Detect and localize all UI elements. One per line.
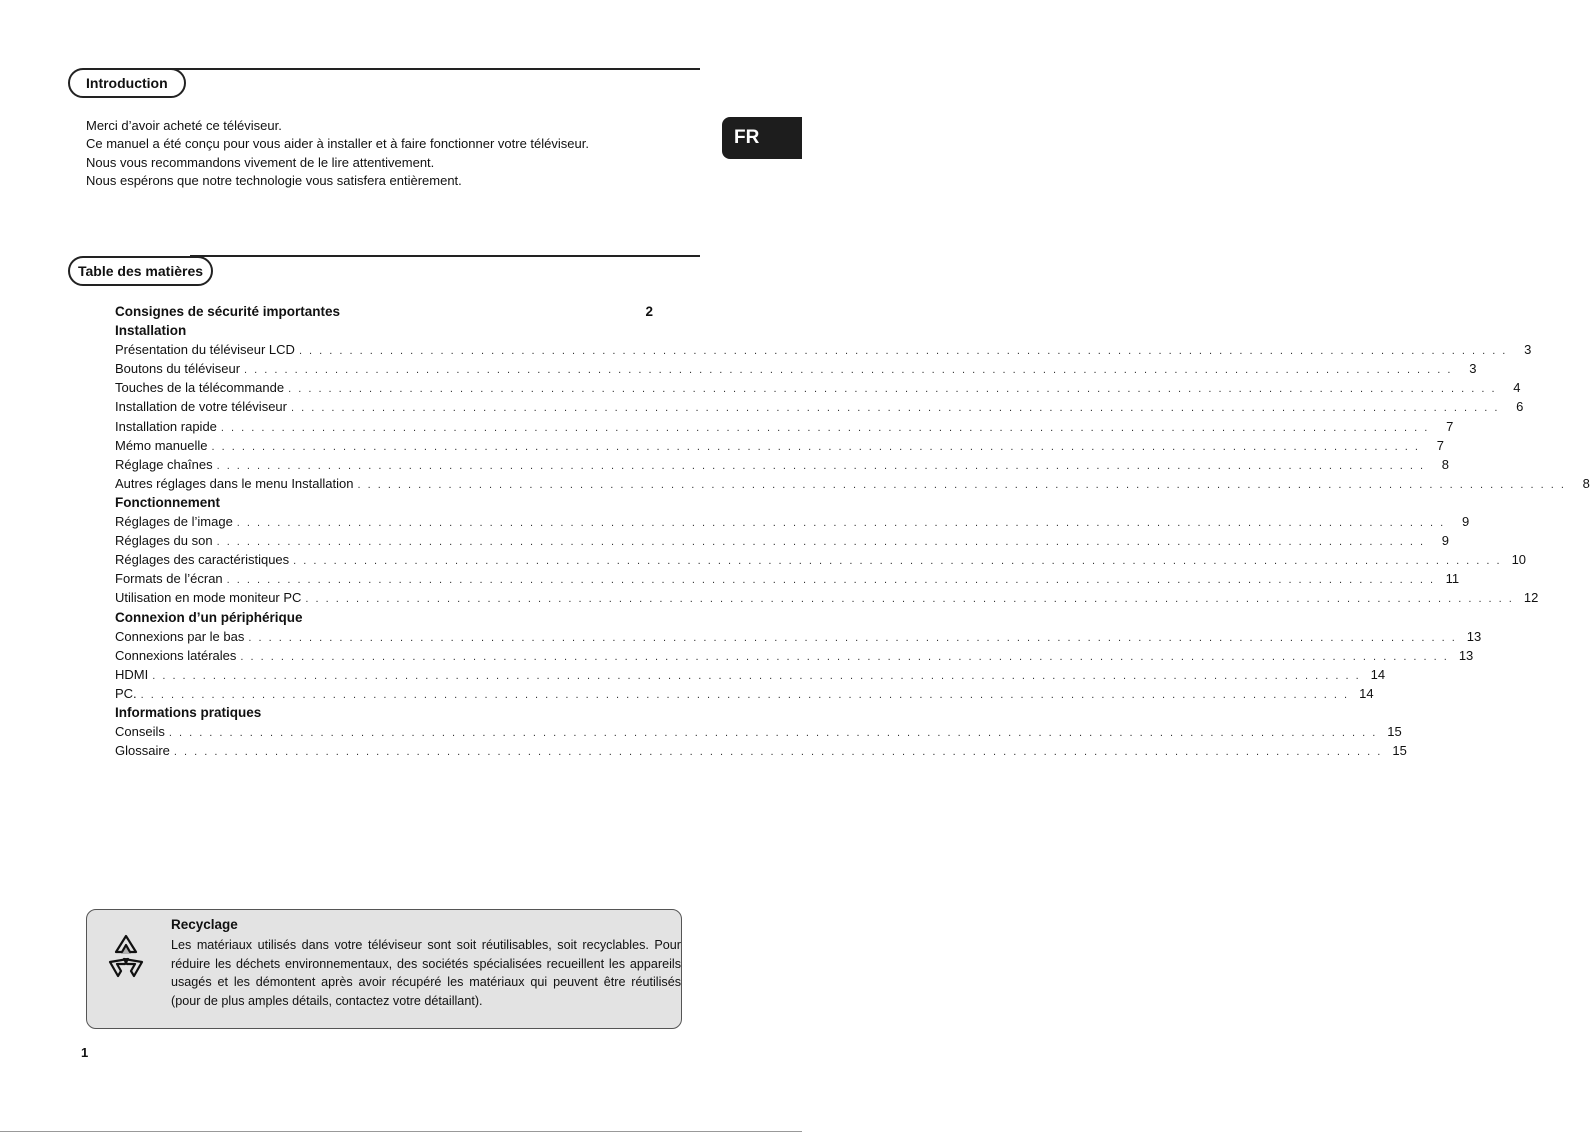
toc-section-heading: [115, 304, 655, 323]
toc-entry-label: HDMI: [115, 666, 149, 682]
toc-entry: [115, 361, 1477, 380]
introduction-rule: [150, 68, 700, 70]
toc-entry-label: Installation de votre téléviseur: [115, 399, 287, 415]
toc-entry-label: Réglages de l’image: [115, 514, 233, 530]
toc-page-number: 8: [1441, 456, 1449, 472]
toc-page-number: 2: [645, 304, 653, 319]
toc-entry: [115, 666, 1386, 686]
toc-entry-label: Réglage chaînes: [115, 456, 213, 472]
recycle-icon: [102, 932, 150, 980]
toc-entry: [115, 552, 1527, 571]
toc-leader-dots: . . . . . . . . . . . . . . . . . . . . . . . . . . . . . . . . . . . . . . . . . . . . . . . . . . . . . . . . . . . . . . . . . . . . . . . . . . . . . . . . . . . . . . . . . . . . . . . . . . . . . . . . . . . . . . . . . . . . . . . .: [240, 650, 1449, 663]
toc-page-number: 14: [1370, 666, 1386, 682]
toc-leader-dots: . . . . . . . . . . . . . . . . . . . . . . . . . . . . . . . . . . . . . . . . . . . . . . . . . . . . . . . . . . . . . . . . . . . . . . . . . . . . . . . . . . . . . . . . . . . . . . . . . . . . . . . . . . . . . . . . . . . . . . . .: [288, 383, 1497, 396]
toc-entry: [115, 418, 1454, 438]
toc-leader-dots: . . . . . . . . . . . . . . . . . . . . . . . . . . . . . . . . . . . . . . . . . . . . . . . . . . . . . . . . . . . . . . . . . . . . . . . . . . . . . . . . . . . . . . . . . . . . . . . . . . . . . . . . . . . . . . . . . . . . . . . .: [220, 421, 1430, 434]
toc-entry: [115, 475, 1590, 495]
toc-entry: [115, 342, 1532, 361]
toc-page-number: 10: [1511, 552, 1527, 568]
toc-rule: [190, 255, 700, 257]
toc-entry: [115, 456, 1449, 476]
toc-entry-label: Utilisation en mode moniteur PC: [115, 590, 302, 606]
page-number: 1: [81, 1045, 89, 1060]
intro-line: Merci d’avoir acheté ce téléviseur.: [86, 118, 282, 133]
toc-page-number: 6: [1516, 399, 1524, 415]
toc-entry-label: Mémo manuelle: [115, 437, 208, 453]
toc-leader-dots: . . . . . . . . . . . . . . . . . . . . . . . . . . . . . . . . . . . . . . . . . . . . . . . . . . . . . . . . . . . . . . . . . . . . . . . . . . . . . . . . . . . . . . . . . . . . . . . . . . . . . . . . . . . . . . . . . . . . . . . .: [305, 593, 1514, 606]
toc-page-number: 4: [1513, 380, 1521, 396]
toc-leader-dots: . . . . . . . . . . . . . . . . . . . . . . . . . . . . . . . . . . . . . . . . . . . . . . . . . . . . . . . . . . . . . . . . . . . . . . . . . . . . . . . . . . . . . . . . . . . . . . . . . . . . . . . . . . . . . . . . . . . . . . . .: [298, 345, 1508, 358]
toc-entry: [115, 399, 1524, 418]
toc-leader-dots: . . . . . . . . . . . . . . . . . . . . . . . . . . . . . . . . . . . . . . . . . . . . . . . . . . . . . . . . . . . . . . . . . . . . . . . . . . . . . . . . . . . . . . . . . . . . . . . . . . . . . . . . . . . . . . . . . . . . . . . .: [236, 517, 1446, 530]
toc-entry: [115, 437, 1444, 457]
toc-leader-dots: . . . . . . . . . . . . . . . . . . . . . . . . . . . . . . . . . . . . . . . . . . . . . . . . . . . . . . . . . . . . . . . . . . . . . . . . . . . . . . . . . . . . . . . . . . . . . . . . . . . . . . . . . . . . . . . . . . . . . . . .: [226, 574, 1436, 587]
toc-leader-dots: . . . . . . . . . . . . . . . . . . . . . . . . . . . . . . . . . . . . . . . . . . . . . . . . . . . . . . . . . . . . . . . . . . . . . . . . . . . . . . . . . . . . . . . . . . . . . . . . . . . . . . . . . . . . . . . . . . . . . . . .: [152, 669, 1361, 682]
toc-page-number: 9: [1461, 514, 1470, 530]
toc-page-number: 8: [1582, 475, 1590, 491]
toc-entry: [115, 514, 1470, 533]
toc-page-number: 12: [1523, 590, 1539, 606]
toc-entry-label: Installation: [115, 323, 187, 339]
toc-leader-dots: . . . . . . . . . . . . . . . . . . . . . . . . . . . . . . . . . . . . . . . . . . . . . . . . . . . . . . . . . . . . . . . . . . . . . . . . . . . . . . . . . . . . . . . . . . . . . . . . . . . . . . . . . . . . . . . . . . . . . . . .: [168, 727, 1378, 740]
toc-leader-dots: . . . . . . . . . . . . . . . . . . . . . . . . . . . . . . . . . . . . . . . . . . . . . . . . . . . . . . . . . . . . . . . . . . . . . . . . . . . . . . . . . . . . . . . . . . . . . . . . . . . . . . . . . . . . . . . . . . . . . . . .: [357, 478, 1566, 491]
toc-entry-label: Réglages des caractéristiques: [115, 552, 290, 568]
intro-line: Ce manuel a été conçu pour vous aider à installer et à faire fonctionner votre téléviseur.: [86, 136, 589, 152]
toc-entry: [115, 533, 1449, 552]
toc-page-number: 15: [1392, 743, 1407, 759]
toc-entry-label: Touches de la télécommande: [115, 380, 285, 396]
toc-leader-dots: . . . . . . . . . . . . . . . . . . . . . . . . . . . . . . . . . . . . . . . . . . . . . . . . . . . . . . . . . . . . . . . . . . . . . . . . . . . . . . . . . . . . . . . . . . . . . . . . . . . . . . . . . . . . . . . . . . . . . . . .: [216, 459, 1425, 472]
toc-entry-label: Connexion d’un périphérique: [115, 609, 303, 625]
toc-entry-label: PC.: [115, 685, 137, 701]
toc-entry-label: Conseils: [115, 724, 165, 740]
toc-entry-label: Présentation du téléviseur LCD: [115, 342, 295, 358]
toc-entry: [115, 647, 1474, 667]
introduction-heading: Introduction: [68, 68, 186, 98]
toc-entry-label: Boutons du téléviseur: [115, 361, 241, 377]
toc-entry-label: Fonctionnement: [115, 494, 220, 510]
toc-entry: [115, 743, 1407, 762]
toc-entry-label: Réglages du son: [115, 533, 213, 549]
toc-page-number: 14: [1359, 685, 1374, 701]
toc-section-heading: [115, 610, 655, 629]
toc-entry: [115, 685, 1374, 705]
recycling-text: Les matériaux utilisés dans votre téléviseur sont soit réutilisables, soit recyclables. Pour réduire les déchets environnementaux, des sociétés spécialisées recueillent les appareils usagés et les démontent après avoir récupéré les matériaux qui peuvent être réutilisés (pour de plus amples détails, contactez votre détaillant).: [171, 938, 681, 1008]
toc-entry-label: Informations pratiques: [115, 704, 262, 720]
intro-line: Nous vous recommandons vivement de le lire attentivement.: [86, 154, 435, 170]
toc-leader-dots: . . . . . . . . . . . . . . . . . . . . . . . . . . . . . . . . . . . . . . . . . . . . . . . . . . . . . . . . . . . . . . . . . . . . . . . . . . . . . . . . . . . . . . . . . . . . . . . . . . . . . . . . . . . . . . . . . . . . . . . .: [290, 402, 1500, 415]
recycling-title: Recyclage: [171, 917, 238, 932]
intro-line: Nous espérons que notre technologie vous satisfera entièrement.: [86, 173, 462, 189]
toc-entry: [115, 724, 1402, 743]
toc-entry-label: Formats de l’écran: [115, 571, 223, 587]
table-of-contents: [115, 304, 1590, 762]
toc-leader-dots: . . . . . . . . . . . . . . . . . . . . . . . . . . . . . . . . . . . . . . . . . . . . . . . . . . . . . . . . . . . . . . . . . . . . . . . . . . . . . . . . . . . . . . . . . . . . . . . . . . . . . . . . . . . . . . . . . . . . . . . .: [293, 555, 1502, 568]
toc-leader-dots: . . . . . . . . . . . . . . . . . . . . . . . . . . . . . . . . . . . . . . . . . . . . . . . . . . . . . . . . . . . . . . . . . . . . . . . . . . . . . . . . . . . . . . . . . . . . . . . . . . . . . . . . . . . . . . . . . . . . . . . .: [244, 364, 1453, 377]
toc-page-number: 13: [1466, 628, 1482, 644]
toc-entry-label: Glossaire: [115, 743, 170, 759]
toc-entry-label: Connexions latérales: [115, 647, 237, 663]
toc-entry: [115, 590, 1539, 609]
toc-leader-dots: . . . . . . . . . . . . . . . . . . . . . . . . . . . . . . . . . . . . . . . . . . . . . . . . . . . . . . . . . . . . . . . . . . . . . . . . . . . . . . . . . . . . . . . . . . . . . . . . . . . . . . . . . . . . . . . . . . . . . . . .: [248, 631, 1457, 644]
toc-entry-label: Connexions par le bas: [115, 628, 245, 644]
toc-leader-dots: . . . . . . . . . . . . . . . . . . . . . . . . . . . . . . . . . . . . . . . . . . . . . . . . . . . . . . . . . . . . . . . . . . . . . . . . . . . . . . . . . . . . . . . . . . . . . . . . . . . . . . . . . . . . . . . . . . . . . . . .: [140, 688, 1350, 701]
toc-leader-dots: . . . . . . . . . . . . . . . . . . . . . . . . . . . . . . . . . . . . . . . . . . . . . . . . . . . . . . . . . . . . . . . . . . . . . . . . . . . . . . . . . . . . . . . . . . . . . . . . . . . . . . . . . . . . . . . . . . . . . . . .: [216, 536, 1425, 549]
toc-page-number: 3: [1524, 342, 1532, 358]
toc-leader-dots: . . . . . . . . . . . . . . . . . . . . . . . . . . . . . . . . . . . . . . . . . . . . . . . . . . . . . . . . . . . . . . . . . . . . . . . . . . . . . . . . . . . . . . . . . . . . . . . . . . . . . . . . . . . . . . . . . . . . . . . .: [211, 440, 1420, 453]
toc-section-heading: [115, 705, 655, 724]
toc-page-number: 3: [1469, 361, 1477, 377]
toc-entry-label: Installation rapide: [115, 418, 217, 434]
toc-entry-label: Consignes de sécurité importantes: [115, 304, 341, 319]
toc-page-number: 15: [1387, 724, 1402, 740]
toc-page-number: 11: [1445, 571, 1460, 587]
bottom-rule: [0, 1131, 802, 1132]
toc-entry: [115, 628, 1482, 648]
toc-entry: [115, 380, 1521, 399]
language-tab: FR: [722, 117, 802, 159]
introduction-text: [86, 117, 706, 191]
toc-entry-label: Autres réglages dans le menu Installation: [115, 475, 354, 491]
toc-page-number: 9: [1441, 533, 1449, 549]
toc-page-number: 13: [1458, 647, 1474, 663]
toc-heading: Table des matières: [68, 256, 213, 286]
toc-leader-dots: . . . . . . . . . . . . . . . . . . . . . . . . . . . . . . . . . . . . . . . . . . . . . . . . . . . . . . . . . . . . . . . . . . . . . . . . . . . . . . . . . . . . . . . . . . . . . . . . . . . . . . . . . . . . . . . . . . . . . . . .: [173, 746, 1383, 759]
toc-page-number: 7: [1436, 437, 1444, 453]
toc-page-number: 7: [1446, 418, 1454, 434]
toc-section-heading: [115, 323, 655, 342]
toc-section-heading: [115, 495, 655, 514]
recycling-notice: [86, 909, 682, 1029]
toc-entry: [115, 571, 1460, 590]
